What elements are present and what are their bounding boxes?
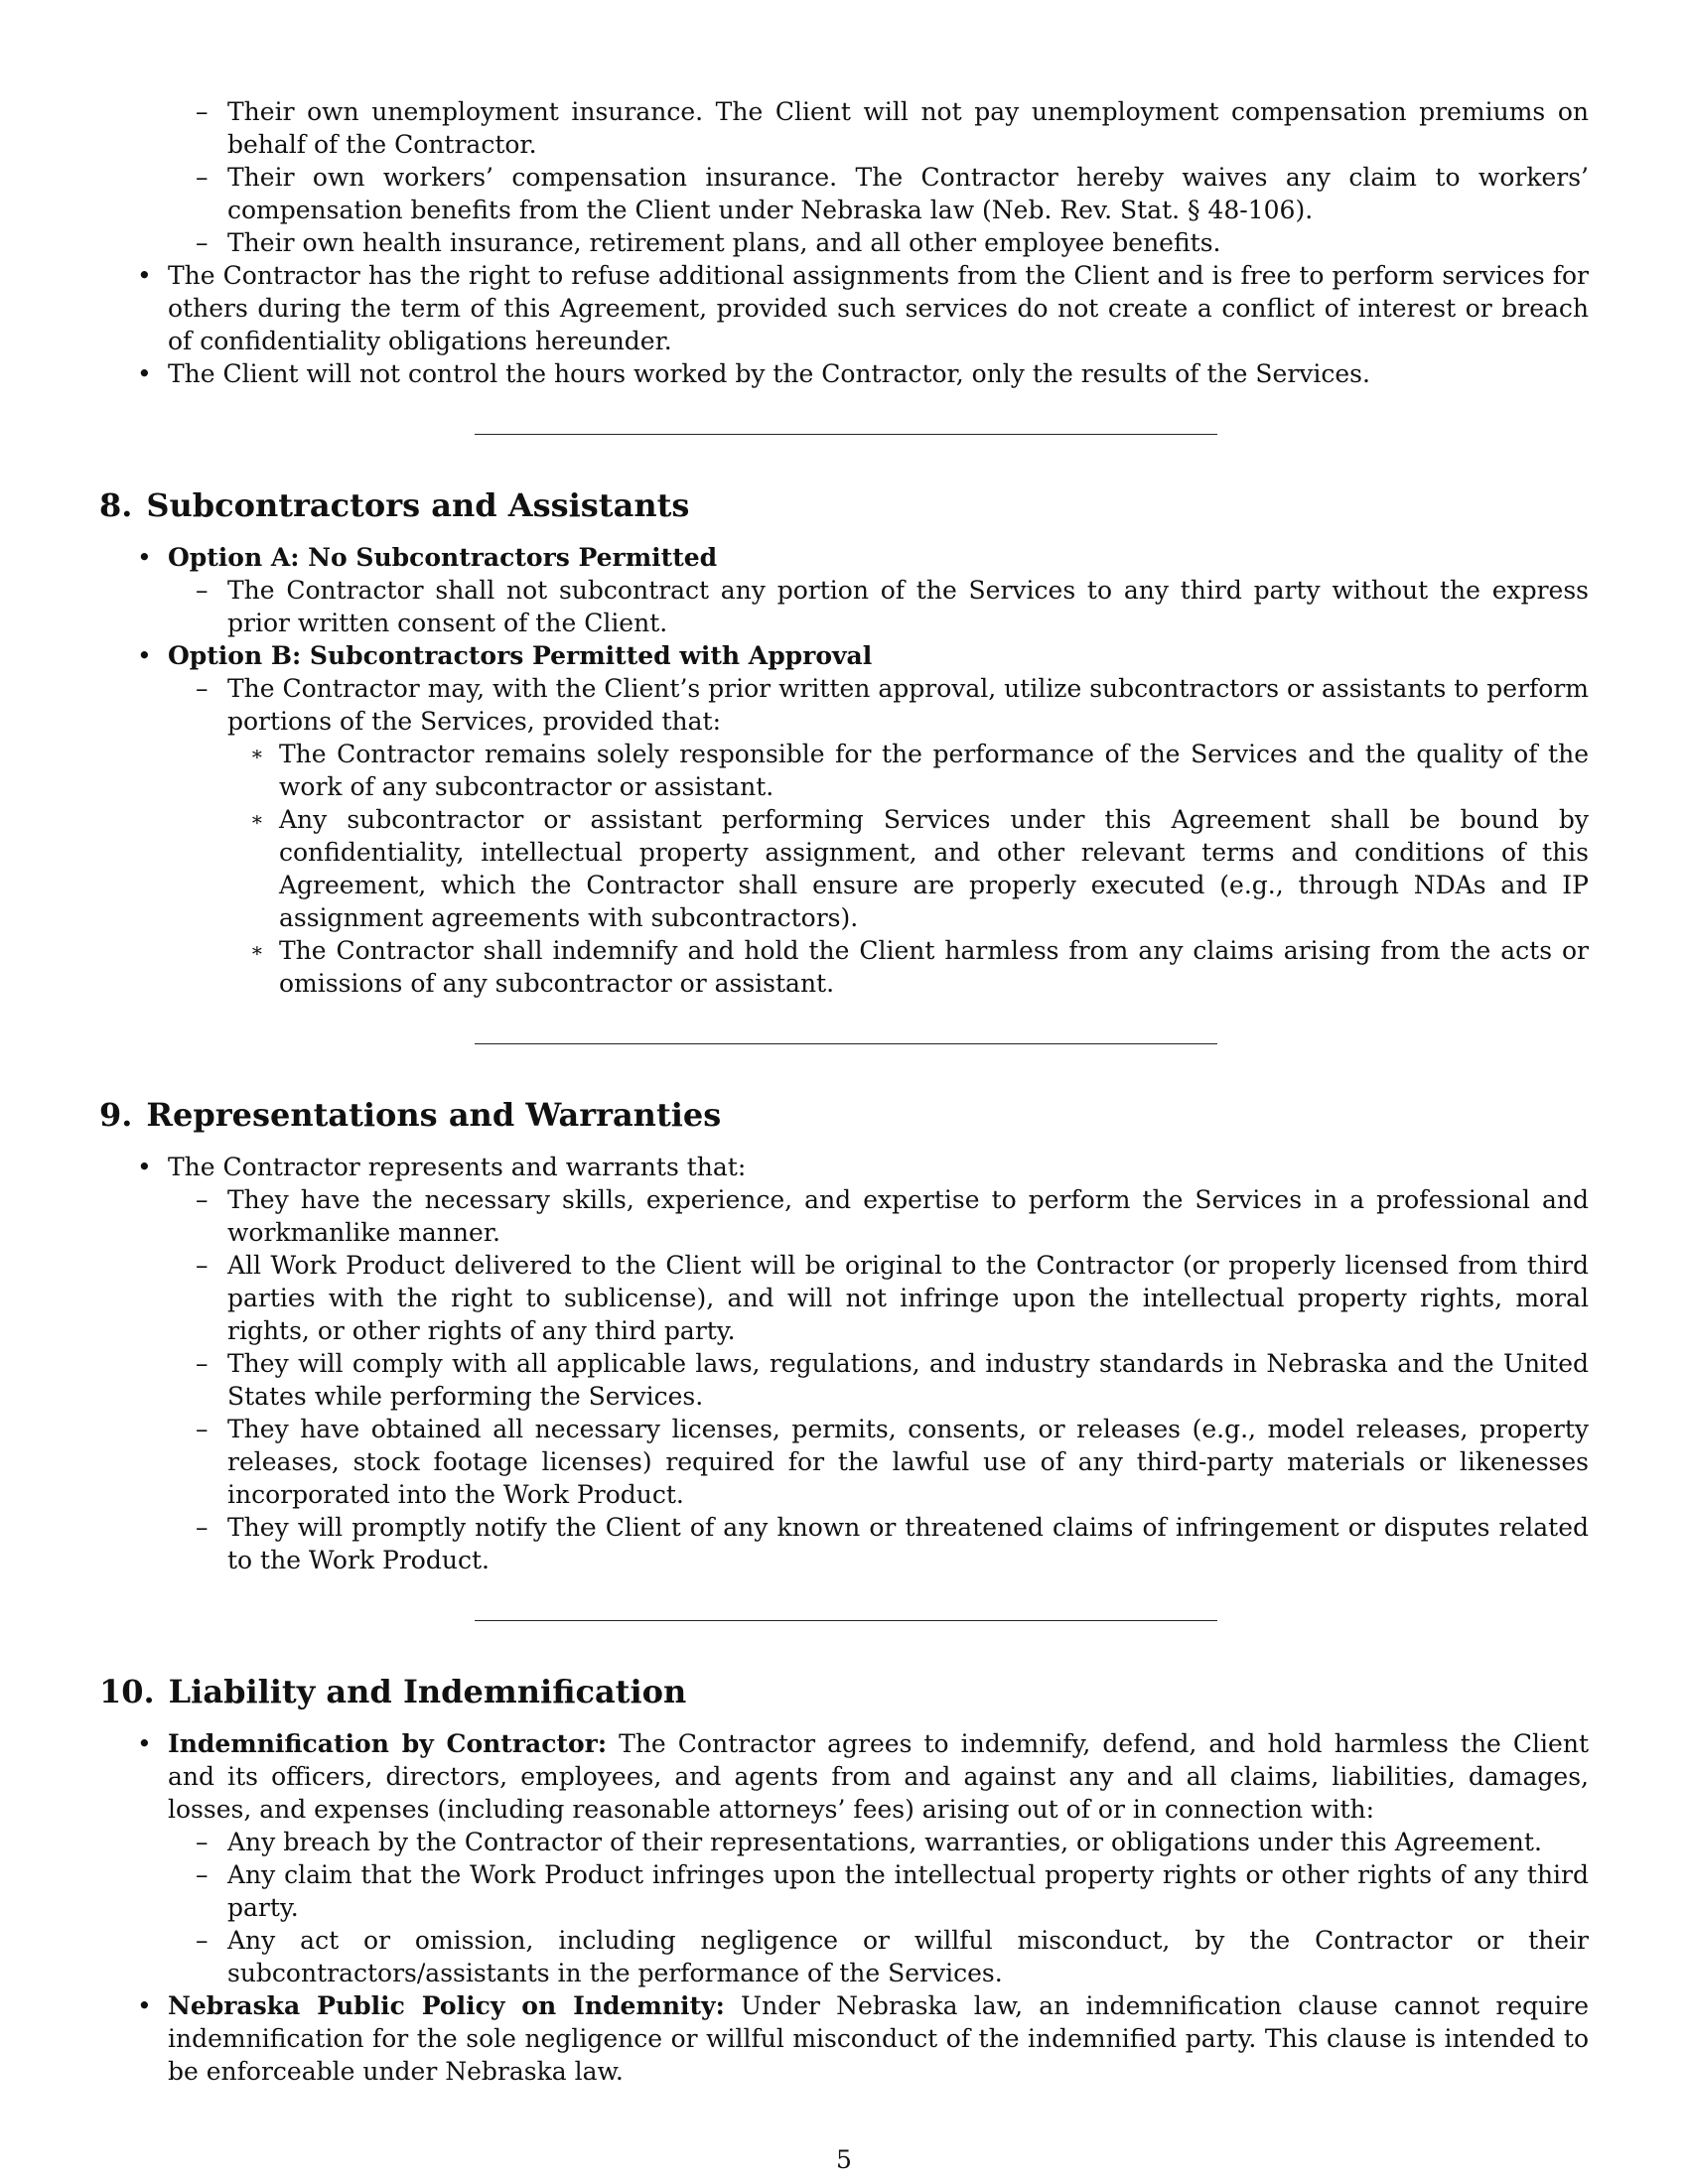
list-item-text: Any subcontractor or assistant performing Services under this Agreement shall be bound by confidentiality, intellectual property assignment, and other relevant terms and conditions of this Agreement, which the Contractor shall ensure are properly executed (e.g., through NDAs and IP assignment agreements with subcontractors).	[279, 805, 1589, 932]
list-item-text: Their own unemployment insurance. The Client will not pay unemployment compensation premiums on behalf of the Contractor.	[227, 97, 1589, 159]
dash-marker: –	[196, 1860, 209, 1889]
public-policy-paragraph	[168, 1989, 1589, 2088]
list-item-text: They will promptly notify the Client of any known or threatened claims of infringement or disputes related to the Work Product.	[227, 1513, 1589, 1574]
list-item	[99, 934, 1589, 1000]
dash-marker: –	[196, 1415, 209, 1443]
dash-marker: –	[196, 1251, 209, 1280]
list-item-text: The Contractor shall indemnify and hold the Client harmless from any claims arising from the acts or omissions of any subcontractor or assistant.	[279, 936, 1589, 998]
indemnification-label: Indemnification by Contractor:	[168, 1729, 608, 1758]
star-marker: ∗	[250, 742, 264, 765]
star-marker: ∗	[250, 938, 264, 962]
list-item	[99, 161, 1589, 226]
indemnification-sublist	[99, 1826, 1589, 1989]
list-item-text: All Work Product delivered to the Client will be original to the Contractor (or properly licensed from third parties with the right to sublicense), and will not infringe upon the intellectual property rights, moral rights, or other rights of any third party.	[227, 1251, 1589, 1345]
horizontal-rule	[475, 434, 1217, 435]
list-item	[99, 1727, 1589, 1826]
bullet-marker: •	[137, 1153, 152, 1181]
dash-marker: –	[196, 1185, 209, 1214]
section-8-list	[99, 541, 1589, 574]
bullet-marker: •	[137, 359, 152, 388]
dash-marker: –	[196, 97, 209, 126]
option-b-label: Option B: Subcontractors Permitted with Approval	[168, 641, 873, 670]
option-a-label: Option A: No Subcontractors Permitted	[168, 543, 718, 572]
list-item	[99, 803, 1589, 934]
list-item-text: The Contractor remains solely responsible for the performance of the Services and the quality of the work of any subcontractor or assistant.	[279, 740, 1589, 801]
list-item	[99, 1413, 1589, 1511]
list-item	[99, 1989, 1589, 2088]
dash-marker: –	[196, 1349, 209, 1378]
list-item	[99, 357, 1589, 390]
list-item	[99, 1183, 1589, 1249]
intro-list	[99, 259, 1589, 390]
section-10-list	[99, 1727, 1589, 1826]
section-title: Representations and Warranties	[146, 1096, 722, 1134]
horizontal-rule	[475, 1043, 1217, 1044]
section-9-list	[99, 1151, 1589, 1183]
list-item	[99, 738, 1589, 803]
list-item	[99, 1826, 1589, 1858]
dash-marker: –	[196, 1513, 209, 1542]
list-item-text: The Client will not control the hours worked by the Contractor, only the results of the Services.	[168, 359, 1370, 388]
list-item	[99, 574, 1589, 639]
list-item	[99, 1151, 1589, 1183]
bullet-marker: •	[137, 641, 152, 670]
option-b-sublist	[99, 672, 1589, 738]
section-divider	[99, 390, 1589, 485]
list-item	[99, 1511, 1589, 1576]
list-item-text: They have the necessary skills, experience, and expertise to perform the Services in a professional and workmanlike manner.	[227, 1185, 1589, 1247]
bullet-marker: •	[137, 261, 152, 290]
section-divider	[99, 1576, 1589, 1672]
list-item	[99, 1858, 1589, 1924]
list-item-text: The Contractor shall not subcontract any portion of the Services to any third party without the express prior written consent of the Client.	[227, 576, 1589, 637]
star-marker: ∗	[250, 807, 264, 831]
list-item-text: Any act or omission, including negligence or willful misconduct, by the Contractor or their subcontractors/assistants in the performance of the Services.	[227, 1926, 1589, 1987]
option-a-sublist	[99, 574, 1589, 639]
dash-marker: –	[196, 163, 209, 192]
dash-marker: –	[196, 1828, 209, 1856]
list-item-text: The Contractor represents and warrants that:	[168, 1153, 747, 1181]
list-item	[99, 95, 1589, 161]
list-item	[99, 259, 1589, 357]
list-item-text: Their own workers’ compensation insurance. The Contractor hereby waives any claim to workers’ compensation benefits from the Client under Nebraska law (Neb. Rev. Stat. § 48-106).	[227, 163, 1589, 224]
section-divider	[99, 1000, 1589, 1095]
warranties-sublist	[99, 1183, 1589, 1576]
section-number: 9.	[99, 1096, 133, 1134]
list-item-text: The Contractor may, with the Client’s prior written approval, utilize subcontractors or assistants to perform portions of the Services, provided that:	[227, 674, 1590, 736]
horizontal-rule	[475, 1620, 1217, 1621]
public-policy-label: Nebraska Public Policy on Indemnity:	[168, 1991, 725, 2020]
dash-marker: –	[196, 674, 209, 703]
list-item-text: They have obtained all necessary licenses, permits, consents, or releases (e.g., model releases, property releases, stock footage licenses) required for the lawful use of any third-party materials or likenesses incorporated into the Work Product.	[227, 1415, 1589, 1509]
dash-marker: –	[196, 228, 209, 257]
section-number: 10.	[99, 1673, 155, 1710]
list-item	[99, 1347, 1589, 1413]
bullet-marker: •	[137, 543, 152, 572]
indemnification-paragraph	[168, 1727, 1589, 1826]
page-content	[99, 95, 1589, 2088]
section-heading-10	[99, 1672, 1589, 1727]
section-8-list-b	[99, 639, 1589, 672]
list-item-text: Any claim that the Work Product infringes upon the intellectual property rights or other rights of any third party.	[227, 1860, 1589, 1922]
intro-sublist	[99, 95, 1589, 259]
section-heading-8	[99, 485, 1589, 541]
list-item-text: The Contractor has the right to refuse additional assignments from the Client and is free to perform services for others during the term of this Agreement, provided such services do not create a conflict of interest or breach of confidentiality obligations hereunder.	[168, 261, 1589, 355]
indemnification-text: The Contractor agrees to indemnify, defend, and hold harmless the Client and its officers, directors, employees, and agents from and against any and all claims, liabilities, damages, losses, and expenses (including reasonable attorneys’ fees) arising out of or in connection with:	[168, 1729, 1589, 1824]
public-policy-text: Under Nebraska law, an indemnification clause cannot require indemnification for the sole negligence or willful misconduct of the indemnified party. This clause is intended to be enforceable under Nebraska law.	[168, 1991, 1590, 2086]
section-title: Subcontractors and Assistants	[146, 486, 690, 524]
bullet-marker: •	[137, 1991, 152, 2020]
list-item-text: Any breach by the Contractor of their representations, warranties, or obligations under this Agreement.	[227, 1828, 1542, 1856]
bullet-marker: •	[137, 1729, 152, 1758]
section-number: 8.	[99, 486, 133, 524]
list-item	[99, 672, 1589, 738]
list-item-text: They will comply with all applicable laws, regulations, and industry standards in Nebraska and the United States while performing the Services.	[227, 1349, 1589, 1411]
dash-marker: –	[196, 1926, 209, 1955]
list-item	[99, 541, 1589, 574]
section-heading-9	[99, 1095, 1589, 1151]
list-item	[99, 1924, 1589, 1989]
page-number: 5	[836, 2145, 852, 2174]
list-item-text: Their own health insurance, retirement plans, and all other employee benefits.	[227, 228, 1221, 257]
dash-marker: –	[196, 576, 209, 605]
option-b-conditions	[99, 738, 1589, 1000]
section-title: Liability and Indemnification	[168, 1673, 687, 1710]
list-item	[99, 1249, 1589, 1347]
list-item	[99, 639, 1589, 672]
section-10-list-b	[99, 1989, 1589, 2088]
list-item	[99, 226, 1589, 259]
